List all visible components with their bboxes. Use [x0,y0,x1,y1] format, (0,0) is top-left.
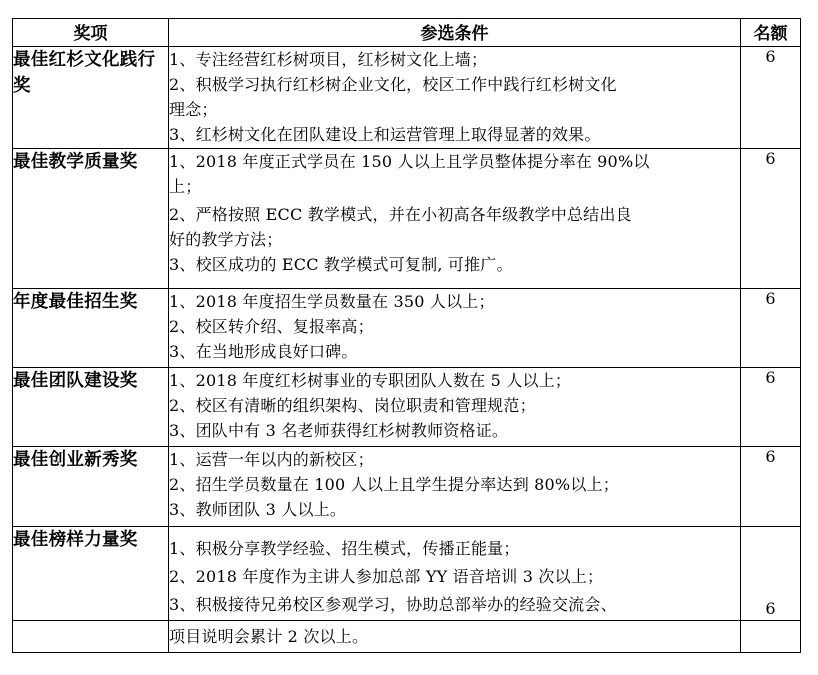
criteria-line: 3、在当地形成良好口碑。 [169,342,358,361]
table-row [13,621,801,653]
award-criteria-continuation [169,621,741,653]
criteria-line: 1、2018 年度招生学员数量在 350 人以上； [169,292,495,311]
award-name: 最佳团队建设奖 [13,368,169,447]
header-row [13,19,801,47]
criteria-line: 2、积极学习执行红杉树企业文化，校区工作中践行红杉树文化 [169,75,617,94]
award-criteria [169,47,741,149]
criteria-line: 好的教学方法； [169,230,283,249]
award-name: 年度最佳招生奖 [13,289,169,368]
criteria-line: 3、红杉树文化在团队建设上和运营管理上取得显著的效果。 [169,125,601,144]
criteria-line: 3、团队中有 3 名老师获得红杉树教师资格证。 [169,421,509,440]
header-quota: 名额 [741,19,801,47]
criteria-line: 1、2018 年度红杉树事业的专职团队人数在 5 人以上； [169,371,572,390]
awards-table [12,18,801,653]
award-name: 最佳红杉文化践行奖 [13,47,169,149]
award-name: 最佳榜样力量奖 [13,527,169,621]
table-row [13,289,801,368]
header-criteria: 参选条件 [169,19,741,47]
criteria-line: 理念； [169,100,218,119]
criteria-line: 3、校区成功的 ECC 教学模式可复制, 可推广。 [169,255,513,274]
award-criteria [169,447,741,527]
award-quota: 6 [741,368,801,447]
criteria-line: 1、积极分享教学经验、招生模式，传播正能量； [169,539,520,558]
empty-cell [741,621,801,653]
header-award: 奖项 [13,19,169,47]
award-criteria [169,149,741,289]
criteria-line: 1、2018 年度正式学员在 150 人以上且学员整体提分率在 90%以 [169,152,650,171]
empty-cell [13,621,169,653]
award-quota: 6 [741,289,801,368]
award-name: 最佳教学质量奖 [13,149,169,289]
award-quota: 6 [741,47,801,149]
criteria-line: 2、校区转介绍、复报率高； [169,317,374,336]
table-row [13,47,801,149]
award-quota: 6 [741,447,801,527]
criteria-line: 2、招生学员数量在 100 人以上且学生提分率达到 80%以上； [169,475,619,494]
award-quota: 6 [741,149,801,289]
criteria-line: 2、2018 年度作为主讲人参加总部 YY 语音培训 3 次以上； [169,567,604,586]
criteria-line: 2、严格按照 ECC 教学模式，并在小初高各年级教学中总结出良 [169,205,632,224]
table-row [13,149,801,289]
award-criteria [169,368,741,447]
criteria-line: 1、运营一年以内的新校区； [169,450,374,469]
award-name: 最佳创业新秀奖 [13,447,169,527]
criteria-line: 项目说明会累计 2 次以上。 [169,627,369,646]
table-row [13,447,801,527]
table-row [13,527,801,621]
table-row [13,368,801,447]
award-quota: 6 [741,527,801,621]
award-criteria [169,289,741,368]
criteria-line: 1、专注经营红杉树项目，红杉树文化上墙； [169,50,488,69]
criteria-line: 3、教师团队 3 人以上。 [169,500,347,519]
award-criteria [169,527,741,621]
criteria-line: 2、校区有清晰的组织架构、岗位职责和管理规范； [169,396,536,415]
criteria-line: 上； [169,177,202,196]
criteria-line: 3、积极接待兄弟校区参观学习，协助总部举办的经验交流会、 [169,595,617,614]
